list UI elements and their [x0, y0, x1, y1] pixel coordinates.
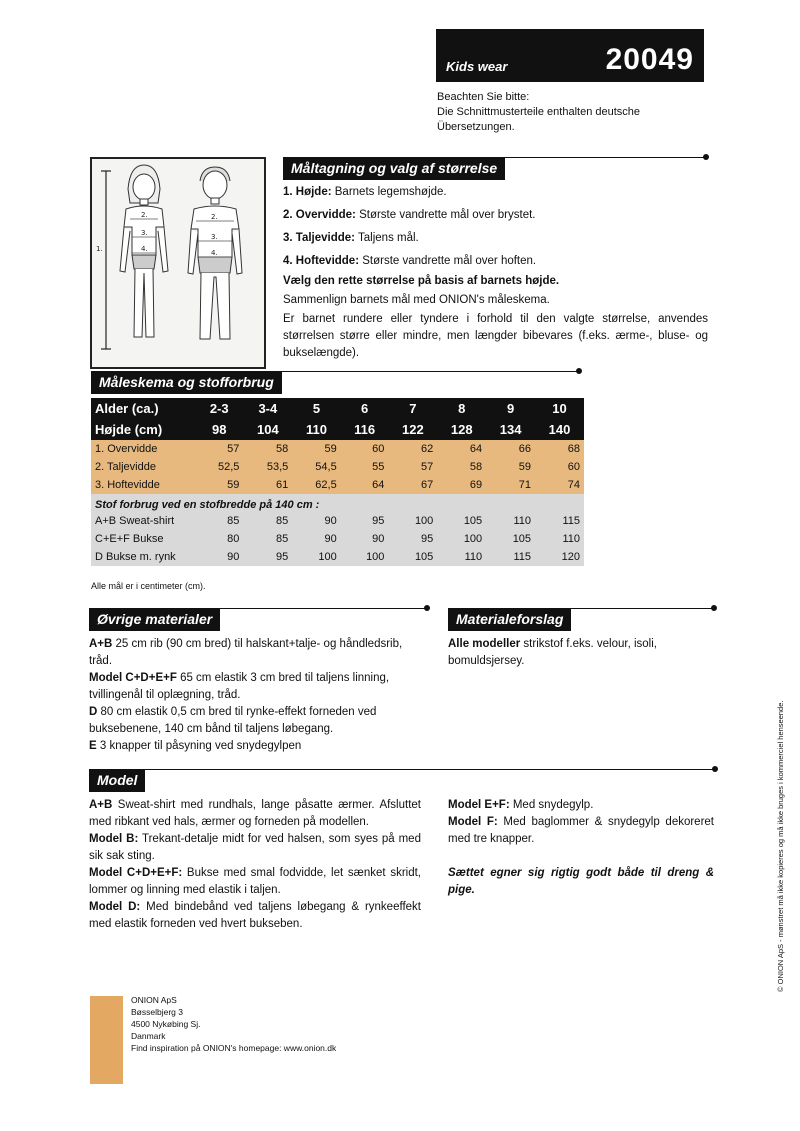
material-suggestion-title: Materialeforslag — [448, 609, 571, 631]
section-rule — [448, 608, 714, 609]
measurement-figure — [90, 157, 266, 369]
height-cell: 134 — [486, 419, 535, 440]
table-cell: 105 — [486, 530, 535, 548]
height-cell: 98 — [195, 419, 243, 440]
table-cell: 85 — [243, 530, 292, 548]
height-cell: 128 — [437, 419, 486, 440]
table-cell: 100 — [437, 530, 486, 548]
age-cell: 5 — [292, 398, 340, 419]
age-row — [91, 398, 584, 419]
table-cell: 115 — [486, 548, 535, 566]
age-cell: 6 — [341, 398, 389, 419]
size-paragraph: Er barnet rundere eller tyndere i forhold til den valgte størrelse, anvendes størrelsen større eller mindre, men længder bibevares (f.eks. ærme-, bluse- og bukselængde). — [283, 313, 708, 359]
footer-line: Find inspiration på ONION's homepage: www.onion.dk — [131, 1043, 337, 1053]
section-dot — [703, 154, 709, 160]
figure-marker: 4. — [211, 249, 218, 257]
table-cell: 115 — [535, 512, 584, 530]
table-cell: 100 — [292, 548, 340, 566]
table-cell: 105 — [388, 548, 437, 566]
row-label: 3. Hoftevidde — [91, 476, 195, 494]
row-label: A+B Sweat-shirt — [91, 512, 195, 530]
figure-marker: 1. — [96, 245, 103, 253]
measure-desc: Taljens mål. — [358, 232, 419, 244]
figure-marker: 2. — [211, 213, 218, 221]
fabric-row — [91, 530, 584, 548]
fabric-heading-row — [91, 494, 584, 512]
children-illustration — [92, 159, 264, 367]
section-rule — [283, 157, 707, 158]
table-cell: 67 — [388, 476, 437, 494]
material-desc: 25 cm rib (90 cm bred) til halskant+talje- og håndledsrib, tråd. — [89, 638, 403, 667]
table-cell: 66 — [486, 440, 535, 458]
measure-label: 4. Hoftevidde: — [283, 255, 360, 267]
material-key: Alle modeller — [448, 638, 521, 650]
table-cell: 80 — [195, 530, 243, 548]
age-cell: 7 — [388, 398, 437, 419]
model-desc: Trekant-detalje midt for ved halsen, som syes på med sik sak sting. — [89, 833, 421, 862]
model-desc: Med bindebånd ved taljens løbegang & rynkeeffekt med elastik forneden ved hvert bukseben. — [89, 901, 421, 930]
table-cell: 90 — [341, 530, 389, 548]
material-desc: 80 cm elastik 0,5 cm bred til rynke-effekt forneden ved buksebenene, 140 cm bånd til taljens løbegang. — [89, 706, 377, 735]
model-key: Model B: — [89, 833, 139, 845]
figure-marker: 3. — [211, 233, 218, 241]
footer-line: Danmark — [131, 1031, 166, 1041]
table-cell: 110 — [437, 548, 486, 566]
figure-marker: 2. — [141, 211, 148, 219]
other-materials-title: Øvrige materialer — [89, 609, 220, 631]
measurement-row — [91, 458, 584, 476]
table-cell: 90 — [292, 530, 340, 548]
material-suggestion-text — [448, 636, 710, 670]
height-cell: 116 — [341, 419, 389, 440]
table-cell: 69 — [437, 476, 486, 494]
model-key: Model D: — [89, 901, 141, 913]
table-cell: 110 — [535, 530, 584, 548]
copyright-text: © ONION ApS - mønstret må ikke kopieres og må ikke bruges i kommerciel henseende. — [776, 700, 785, 992]
section-dot — [576, 368, 582, 374]
table-cell: 95 — [341, 512, 389, 530]
table-cell: 95 — [243, 548, 292, 566]
note-line: Die Schnittmusterteile enthalten deutsche — [437, 106, 641, 118]
category-label: Kids wear — [446, 59, 508, 74]
row-label: 2. Taljevidde — [91, 458, 195, 476]
table-cell: 60 — [341, 440, 389, 458]
measure-label: 1. Højde: — [283, 186, 332, 198]
section-dot — [712, 766, 718, 772]
measure-desc: Største vandrette mål over hoften. — [362, 255, 537, 267]
measure-label: 2. Overvidde: — [283, 209, 356, 221]
table-cell: 64 — [341, 476, 389, 494]
table-cell: 100 — [341, 548, 389, 566]
height-cell: 122 — [388, 419, 437, 440]
section-rule — [89, 608, 427, 609]
section-dot — [711, 605, 717, 611]
table-cell: 59 — [195, 476, 243, 494]
model-desc: Bukse med smal fodvidde, let sænket skridt, lommer og linning med elastik i taljen. — [89, 867, 421, 896]
fabric-row — [91, 548, 584, 566]
model-left-text — [89, 797, 421, 933]
model-desc: Med snydegylp. — [509, 799, 594, 811]
table-cell: 105 — [437, 512, 486, 530]
measure-desc: Største vandrette mål over brystet. — [359, 209, 536, 221]
age-cell: 9 — [486, 398, 535, 419]
note-line: Beachten Sie bitte: — [437, 91, 530, 103]
age-header: Alder (ca.) — [91, 398, 195, 419]
table-cell: 61 — [243, 476, 292, 494]
other-materials-text — [89, 636, 419, 755]
copyright-vertical — [766, 612, 785, 992]
model-right-text — [448, 797, 714, 899]
material-key: A+B — [89, 638, 113, 650]
table-cell: 58 — [437, 458, 486, 476]
table-cell: 120 — [535, 548, 584, 566]
table-cell: 60 — [535, 458, 584, 476]
measure-label: 3. Taljevidde: — [283, 232, 356, 244]
table-cell: 100 — [388, 512, 437, 530]
material-desc: strikstof f.eks. velour, isoli, bomuldsjersey. — [448, 638, 657, 667]
table-cell: 57 — [388, 458, 437, 476]
table-cell: 85 — [243, 512, 292, 530]
height-cell: 110 — [292, 419, 340, 440]
table-cell: 58 — [243, 440, 292, 458]
table-cell: 68 — [535, 440, 584, 458]
table-cell: 55 — [341, 458, 389, 476]
size-chart-title: Måleskema og stofforbrug — [91, 372, 282, 394]
model-key: Model F: — [448, 816, 498, 828]
table-cell: 53,5 — [243, 458, 292, 476]
table-cell: 64 — [437, 440, 486, 458]
table-cell: 95 — [388, 530, 437, 548]
german-note — [437, 90, 717, 135]
company-footer — [131, 994, 336, 1054]
section-rule — [89, 769, 715, 770]
table-cell: 110 — [486, 512, 535, 530]
footer-line: Bøsselbjerg 3 — [131, 1007, 183, 1017]
height-cell: 140 — [535, 419, 584, 440]
height-header: Højde (cm) — [91, 419, 195, 440]
model-key: Model C+D+E+F: — [89, 867, 183, 879]
fabric-row — [91, 512, 584, 530]
header-box — [436, 29, 704, 82]
footer-line: 4500 Nykøbing Sj. — [131, 1019, 201, 1029]
measure-desc: Barnets legemshøjde. — [334, 186, 447, 198]
model-desc: Sweat-shirt med rundhals, lange påsatte ærmer. Afsluttet med ribkant ved hals, ærmer og forneden på modellen. — [89, 799, 421, 828]
age-cell: 10 — [535, 398, 584, 419]
figure-marker: 4. — [141, 245, 148, 253]
height-cell: 104 — [243, 419, 292, 440]
table-cell: 59 — [486, 458, 535, 476]
height-row — [91, 419, 584, 440]
size-advice: Vælg den rette størrelse på basis af barnets højde. — [283, 275, 560, 287]
material-key: D — [89, 706, 98, 718]
material-desc: 65 cm elastik 3 cm bred til taljens linning, tvillingenål til oplægning, tråd. — [89, 672, 390, 701]
table-cell: 74 — [535, 476, 584, 494]
accent-bar — [90, 996, 123, 1084]
table-cell: 71 — [486, 476, 535, 494]
table-cell: 52,5 — [195, 458, 243, 476]
footer-line: ONION ApS — [131, 995, 177, 1005]
material-key: Model C+D+E+F — [89, 672, 177, 684]
model-key: Model E+F: — [448, 799, 510, 811]
table-cell: 90 — [292, 512, 340, 530]
model-key: A+B — [89, 799, 113, 811]
age-cell: 3-4 — [243, 398, 292, 419]
row-label: C+E+F Bukse — [91, 530, 195, 548]
chart-footnote: Alle mål er i centimeter (cm). — [91, 581, 206, 591]
table-cell: 59 — [292, 440, 340, 458]
table-cell: 85 — [195, 512, 243, 530]
fabric-heading: Stof forbrug ved en stofbredde på 140 cm : — [91, 494, 584, 512]
material-key: E — [89, 740, 97, 752]
note-line: Übersetzungen. — [437, 121, 515, 133]
table-cell: 54,5 — [292, 458, 340, 476]
figure-marker: 3. — [141, 229, 148, 237]
table-cell: 62 — [388, 440, 437, 458]
table-cell: 62,5 — [292, 476, 340, 494]
row-label: 1. Overvidde — [91, 440, 195, 458]
measurement-row — [91, 476, 584, 494]
size-chart-table — [91, 398, 584, 566]
section-dot — [424, 605, 430, 611]
measuring-title: Måltagning og valg af størrelse — [283, 158, 505, 180]
age-cell: 2-3 — [195, 398, 243, 419]
table-cell: 90 — [195, 548, 243, 566]
pattern-number: 20049 — [605, 43, 694, 76]
material-desc: 3 knapper til påsyning ved snydegylpen — [96, 740, 302, 752]
compare-line: Sammenlign barnets mål med ONION's måleskema. — [283, 294, 550, 306]
measurement-row — [91, 440, 584, 458]
model-title: Model — [89, 770, 145, 792]
table-cell: 57 — [195, 440, 243, 458]
row-label: D Bukse m. rynk — [91, 548, 195, 566]
model-desc: Med baglommer & snydegylp dekoreret med tre knapper. — [448, 816, 714, 845]
age-cell: 8 — [437, 398, 486, 419]
section-rule — [91, 371, 579, 372]
measuring-text — [283, 184, 708, 362]
model-closing: Sættet egner sig rigtig godt både til dreng & pige. — [448, 867, 714, 896]
